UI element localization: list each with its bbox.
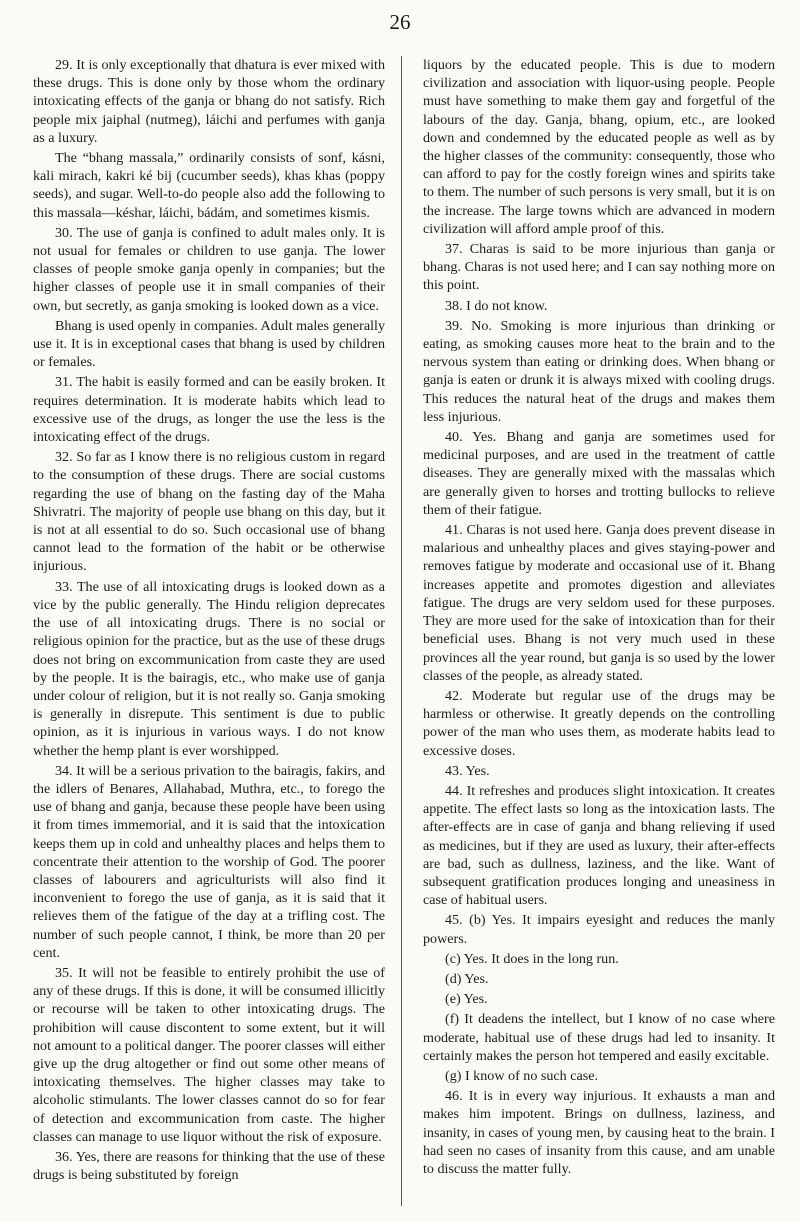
paragraph: 36. Yes, there are reasons for thinking that the use of these drugs is being substituted by foreign [33, 1148, 385, 1184]
paragraph: 31. The habit is easily formed and can be easily broken. It requires determination. It is moderate habits which lead to excessive use of the drugs, as longer the use the less is the intoxicating effect of the drugs. [33, 374, 385, 446]
paragraph: (g) I know of no such case. [445, 1067, 599, 1084]
paragraph: 46. It is in every way injurious. It exhausts a man and makes him impotent. Brings on dullness, laziness, and insanity, in cases of young men, by causing heat to the brain. I had seen no cases of insanity from this cause, and am unable to discuss the matter fully. [423, 1088, 775, 1177]
paragraph: 39. No. Smoking is more injurious than drinking or eating, as smoking causes more heat to the brain and to the nervous system than eating or drinking does. When bhang or ganja is eaten or drunk it is always mixed with cooling drugs. This reduces the natural heat of the drugs and makes them less injurious. [423, 317, 775, 425]
paragraph: 41. Charas is not used here. Ganja does prevent disease in malarious and unhealthy places and gives staying-power and removes fatigue by moderate and occasional use of it. Bhang increases appetite and promotes digestion and alleviates fatigue. The drugs are very seldom used for these purposes. They are more used for the sake of intoxication than for their beneficial uses. Bhang is not very much used in these provinces all the year round, but ganja is so used by the lower classes of the people, as already stated. [423, 522, 775, 684]
paragraph: 43. Yes. [445, 762, 490, 779]
paragraph: 34. It will be a serious privation to the bairagis, fakirs, and the idlers of Benares, Allahabad, Muthra, etc., to forego the use of bhang and ganja, because these people have been using it from times immemorial, and it is said that the intoxication keeps them up in cold and unhealthy places and helps them to concentrate their attention to the worship of God. The poorer classes of labourers and agriculturists will also find it inconvenient to forego the use of ganja, as it is said that it relieves them of the fatigue of the day at a trifling cost. The number of such people cannot, I think, be more than 20 per cent. [33, 762, 385, 961]
paragraph: 30. The use of ganja is confined to adult males only. It is not usual for females or children to use ganja. The lower classes of people smoke ganja openly in companies; but the higher classes of people use it in small companies of their own, but secretly, as ganja smoking is looked down as a vice. [33, 224, 385, 314]
paragraph: (d) Yes. [445, 970, 489, 987]
paragraph: Bhang is used openly in companies. Adult males generally use it. It is in exceptional cases that bhang is used by children or females. [33, 317, 385, 371]
paragraph: 33. The use of all intoxicating drugs is looked down as a vice by the public generally. The Hindu religion deprecates the use of all intoxicating drugs. There is no social or religious opinion for the practice, but as the use of these drugs does not bring on excommunication from caste they are used by the people. It is the bairagis, etc., who make use of ganja under colour of religion, but it is not really so. Ganja smoking is generally in disrepute. This sentiment is due to public opinion, as it is injurious in various ways. I do not know whether the hemp plant is ever worshipped. [33, 578, 385, 759]
paragraph: 45. (b) Yes. It impairs eyesight and reduces the manly powers. [423, 912, 775, 947]
paragraph: 32. So far as I know there is no religious custom in regard to the consumption of these drugs. There are social customs regarding the use of bhang on the fasting day of the Maha Shivratri. The majority of people use bhang on this day, but it is not at all essential to do so. Such occasional use of bhang cannot lead to the formation of the habit or be otherwise injurious. [33, 449, 385, 575]
left-column [33, 56, 385, 1186]
paragraph: 37. Charas is said to be more injurious than ganja or bhang. Charas is not used here; and I can say nothing more on this point. [423, 241, 775, 294]
paragraph: 44. It refreshes and produces slight intoxication. It creates appetite. The effect lasts so long as the intoxication lasts. The after-effects are in case of ganja and bhang relieving if used as medicines, but if they are used as luxury, their after-effects are bad, such as dullness, laziness, and the like. Want of subsequent gratification produces longing and uneasiness in case of habitual users. [423, 782, 775, 909]
paragraph: 42. Moderate but regular use of the drugs may be harmless or otherwise. It greatly depends on the controlling power of the man who uses them, as moderate habits lead to excessive doses. [423, 687, 775, 759]
paragraph: 40. Yes. Bhang and ganja are sometimes used for medicinal purposes, and are used in the treatment of cattle diseases. They are generally mixed with the massalas which are generally given to horses and trotting bullocks to relieve them of their fatigue. [423, 429, 775, 518]
paragraph: 29. It is only exceptionally that dhatura is ever mixed with these drugs. This is done only by those whom the ordinary intoxicating effects of the ganja or bhang do not satisfy. Rich people mix jaiphal (nutmeg), láichi and perfumes with ganja as a luxury. [33, 57, 385, 146]
page-number: 26 [389, 10, 411, 34]
paragraph: 35. It will not be feasible to entirely prohibit the use of any of these drugs. If this is done, it will be consumed illicitly or recourse will be taken to other intoxicating drugs. The prohibition will cause discontent to some extent, but it will not amount to a political danger. The poorer classes will either give up the drug altogether or find out some other means of intoxicating themselves. The higher classes may take to alcoholic stimulants. The lower classes cannot do so for fear of detection and excommunication from caste. The higher classes can manage to use liquor without the risk of exposure. [33, 964, 385, 1145]
paragraph: (f) It deadens the intellect, but I know of no case where moderate, habitual use of these drugs had led to insanity. It certainly makes the person hot tempered and easily excitable. [423, 1011, 775, 1064]
right-column [423, 56, 775, 1180]
paragraph: (c) Yes. It does in the long run. [445, 950, 619, 967]
column-divider [401, 56, 402, 1206]
paragraph: The “bhang massala,” ordinarily consists of sonf, kásni, kali mirach, kakri ké bij (cucumber seeds), khas khas (poppy seeds), and sugar. Well-to-do people also add the following to this massala—késhar, láichi, bádám, and sometimes kismis. [33, 150, 385, 221]
paragraph: (e) Yes. [445, 991, 488, 1008]
paragraph: liquors by the educated people. This is due to modern civilization and association with liquor-using people. People must have something to make them gay and forgetful of the labours of the day. Ganja, bhang, opium, etc., are looked down and condemned by the educated people as well as by the higher classes of the community: consequently, those who can afford to pay for the costly foreign wines and spirits take to them. The number of such persons is very small, but it is on the increase. The large towns which are advanced in modern civilization will afford ample proof of this. [423, 57, 775, 237]
paragraph: 38. I do not know. [445, 297, 548, 314]
